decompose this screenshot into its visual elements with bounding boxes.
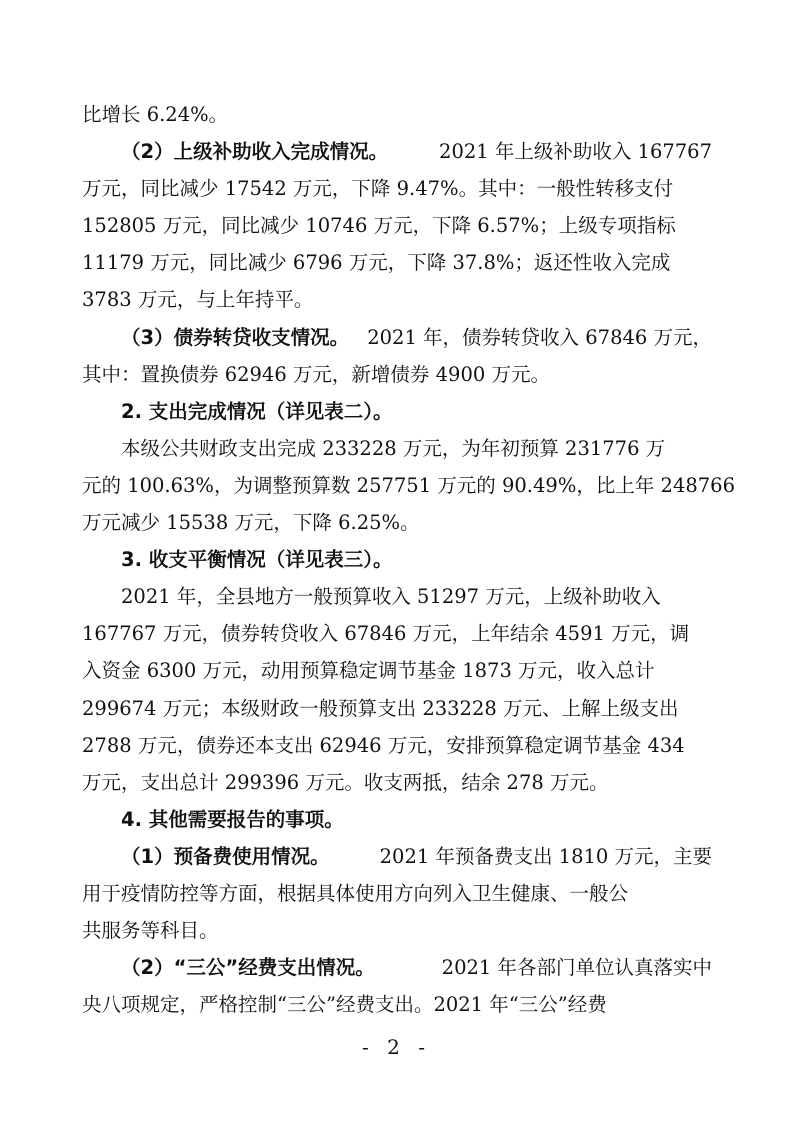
line-text: 元的 100.63%，为调整预算数 257751 万元的 90.49%，比上年 248766 xyxy=(82,473,735,497)
line-text: 2021 年预备费支出 1810 万元，主要 xyxy=(379,844,712,868)
line-text: 2021 年各部门单位认真落实中 xyxy=(441,956,712,980)
section-heading: （2）“三公”经费支出情况。 xyxy=(121,956,375,980)
text-line xyxy=(82,207,712,244)
text-line xyxy=(82,356,712,393)
line-text: 万元，支出总计 299396 万元。收支两抵，结余 278 万元。 xyxy=(82,770,609,794)
text-line xyxy=(82,875,712,912)
text-line xyxy=(82,133,712,170)
section-heading: （1）预备费使用情况。 xyxy=(121,844,330,868)
line-text: 万元减少 15538 万元，下降 6.25%。 xyxy=(82,511,420,535)
text-line xyxy=(82,244,712,281)
text-line xyxy=(82,96,712,133)
line-text: 2021 年，全县地方一般预算收入 51297 万元，上级补助收入 xyxy=(121,585,661,609)
line-text: 央八项规定，严格控制“三公”经费支出。2021 年“三公”经费 xyxy=(82,993,607,1017)
text-line xyxy=(82,281,712,318)
text-line xyxy=(82,430,712,467)
page-number: - 2 - xyxy=(362,1035,431,1059)
text-line xyxy=(82,467,735,504)
line-text: 万元，同比减少 17542 万元，下降 9.47%。其中：一般性转移支付 xyxy=(82,177,674,201)
text-line xyxy=(82,764,712,801)
line-text: 167767 万元，债券转贷收入 67846 万元，上年结余 4591 万元，调 xyxy=(82,622,690,646)
text-line xyxy=(82,170,712,207)
text-line xyxy=(82,652,712,689)
text-line xyxy=(82,319,712,356)
text-line xyxy=(82,393,712,430)
line-text: 本级公共财政支出完成 233228 万元，为年初预算 231776 万 xyxy=(121,436,666,460)
line-text: 152805 万元，同比减少 10746 万元，下降 6.57%；上级专项指标 xyxy=(82,214,676,238)
text-line xyxy=(82,949,712,986)
line-text: 2021 年，债券转贷收入 67846 万元， xyxy=(367,325,712,349)
text-line xyxy=(82,504,712,541)
text-line xyxy=(82,801,712,838)
text-line xyxy=(82,727,712,764)
line-text: 3783 万元，与上年持平。 xyxy=(82,288,314,312)
line-text: 2788 万元，债券还本支出 62946 万元，安排预算稳定调节基金 434 xyxy=(82,733,685,757)
line-text: 入资金 6300 万元，动用预算稳定调节基金 1873 万元，收入总计 xyxy=(82,659,655,683)
section-heading: （2）上级补助收入完成情况。 xyxy=(121,140,389,164)
line-text: 比增长 6.24%。 xyxy=(82,103,229,126)
text-line xyxy=(82,578,712,615)
text-line xyxy=(82,541,712,578)
text-line xyxy=(82,838,712,875)
section-heading: 3. 收支平衡情况（详见表三）。 xyxy=(121,548,393,572)
line-text: 共服务等科目。 xyxy=(82,919,219,943)
line-text: 其中：置换债券 62946 万元，新增债券 4900 万元。 xyxy=(82,362,550,386)
line-text: 2021 年上级补助收入 167767 xyxy=(439,140,712,164)
text-line xyxy=(82,912,712,949)
line-text: 用于疫情防控等方面，根据具体使用方向列入卫生健康、一般公 xyxy=(82,881,629,905)
line-text: 299674 万元；本级财政一般预算支出 233228 万元、上解上级支出 xyxy=(82,696,679,720)
section-heading: 4. 其他需要报告的事项。 xyxy=(121,807,344,831)
text-line xyxy=(82,615,712,652)
line-text: 11179 万元，同比减少 6796 万元，下降 37.8%；返还性收入完成 xyxy=(82,251,671,275)
text-line xyxy=(82,986,712,1023)
section-heading: （3）债券转贷收支情况。 xyxy=(121,325,350,349)
section-heading: 2. 支出完成情况（详见表二）。 xyxy=(121,399,393,423)
text-line xyxy=(82,690,712,727)
document-body xyxy=(82,96,735,1023)
